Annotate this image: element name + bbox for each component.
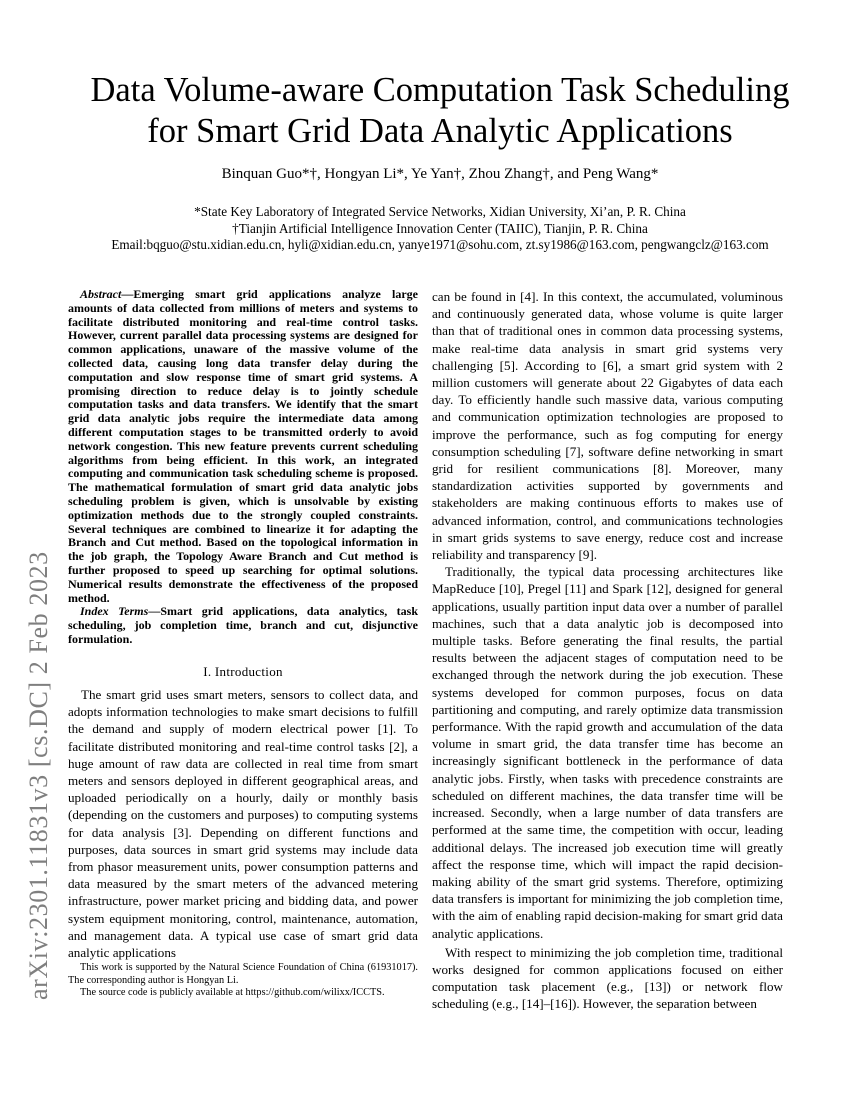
abstract-text: —Emerging smart grid applications analyze large amounts of data collected from millions of meters and systems to facilitate distributed monitoring and real-time control tasks. However, current parallel data processing systems are designed for common applications, unaware of the massive volume of the collected data, causing long data transfer delay during the computation and slow response time of smart grid systems. A promising direction to reduce delay is to jointly schedule computation tasks and data transfers. We identify that the smart grid data analytic jobs require the intermediate data among different computation stages to be transmitted orderly to avoid network congestion. This new feature prevents current scheduling algorithms from being efficient. In this work, an integrated computing and communication task scheduling scheme is proposed. The mathematical formulation of smart grid data analytic jobs scheduling problem is given, which is unsolvable by existing optimization methods due to the strongly coupled constraints. Several techniques are combined to linearize it for adapting the Branch and Cut method. Based on the topological information in the job graph, the Topology Aware Branch and Cut method is further proposed to speed up searching for optimal solutions. Numerical results demonstrate the effectiveness of the proposed method.: [68, 287, 418, 605]
arxiv-identifier: arXiv:2301.11831v3 [cs.DC] 2 Feb 2023: [24, 551, 53, 1000]
paragraph: can be found in [4]. In this context, the accumulated, voluminous and continuously generated data, whose volume is quite larger than that of traditional ones in common data processing systems, make real-time data analysis in smart grid systems very challenging [5]. According to [6], a smart grid system with 2 million customers will generate about 22 Gigabytes of data each day. To efficiently handle such massive data, various computing and communication optimization technologies are proposed to improve the performance, such as fog computing for energy consumption scheduling [7], software define networking in smart grid for resilient communications [8]. Moreover, many standardization activities supported by governments and stakeholders are making continuous efforts to makes use of advanced information, control, and communications technologies in smart grids systems to save energy, reduce cost and increase reliability and transparency [9].: [432, 289, 783, 563]
right-column: [432, 288, 783, 1013]
index-terms-text: —Smart grid applications, data analytics, task scheduling, job completion time, branch and cut, disjunctive formulation.: [68, 604, 419, 646]
section-heading-introduction: I. Introduction: [203, 663, 283, 679]
footnote-source-code: The source code is publicly available at https://github.com/wilixx/ICCTS.: [80, 987, 385, 999]
paragraph: The smart grid uses smart meters, sensors to collect data, and adopts information technologies to make smart decisions to fulfill the demand and supply of modern electrical power [1]. To facilitate distributed monitoring and real-time control tasks [2], a huge amount of raw data are collected in real time from smart meters and sensors deployed in different geographical areas, and uploaded periodically on a hourly, daily or monthly basis (depending on the customers and purposes) to computing systems for data analysis [3]. Depending on different functions and purposes, data sources in smart grid systems may include data from phasor measurement units, power consumption patterns and data measured by the smart meters of the advanced metering infrastructure, power market pricing and bidding data, and power system equipment monitoring, control, maintenance, automation, and management data. A typical use case of smart grid data analytic applications: [68, 686, 418, 960]
author-list: Binquan Guo*†, Hongyan Li*, Ye Yan†, Zhou Zhang†, and Peng Wang*: [221, 166, 659, 182]
title-line-1: Data Volume-aware Computation Task Scheduling: [90, 71, 790, 109]
affiliations: [60, 204, 820, 254]
index-terms-label: Index Terms: [80, 604, 149, 619]
paragraph: With respect to minimizing the job completion time, traditional works designed for common applications focused on either computation task placement (e.g., [13]) or network flow scheduling (e.g., [14]–[16]). However, the separation between: [432, 944, 783, 1012]
affiliation-taiic: †Tianjin Artificial Intelligence Innovation Center (TAIIC), Tianjin, P. R. China: [232, 220, 648, 236]
author-emails: Email:bqguo@stu.xidian.edu.cn, hyli@xidian.edu.cn, yanye1971@sohu.com, zt.sy1986@163.com, pengwangclz@163.com: [111, 237, 769, 252]
affiliation-xidian: *State Key Laboratory of Integrated Service Networks, Xidian University, Xi’an, P. R. China: [194, 204, 686, 219]
title-line-2: for Smart Grid Data Analytic Applications: [147, 112, 733, 150]
index-terms: [68, 605, 418, 646]
footnotes: [68, 962, 418, 1000]
left-column: [68, 288, 418, 961]
footnote-funding: This work is supported by the Natural Science Foundation of China (61931017). The corresponding author is Hongyan Li.: [68, 962, 418, 986]
abstract-label: Abstract: [80, 287, 122, 301]
paragraph: Traditionally, the typical data processing architectures like MapReduce [10], Pregel [11] and Spark [12], designed for general applications, usually partition input data over a number of parallel machines, such that a data analytic job is decomposed into multiple tasks. Before generating the final results, the partial results between the adjacent stages of computation need to be exchanged through the network during the job execution. These systems developed for common purposes, focus on data partitioning and computing, and rarely optimize data transmission performance. With the rapid growth and accumulation of the data volume in smart grid, the data transfer time has become an increasingly significant bottleneck in the performance of data analytic jobs. Firstly, when tasks with precedence constraints are scheduled on different machines, the data transfer time will be increased. Secondly, when a large number of data transfers are performed at the same time, the competition with occur, leading additional delays. The increased job execution time will greatly affect the response time, which will impact the rapid decision-making ability of the smart grid systems. Therefore, optimizing data transfers is important for minimizing the job completion time, with the aim of enabling rapid decision-making for smart grid data analytic applications.: [432, 564, 783, 941]
abstract: [68, 288, 418, 605]
paper-title: [60, 70, 820, 152]
